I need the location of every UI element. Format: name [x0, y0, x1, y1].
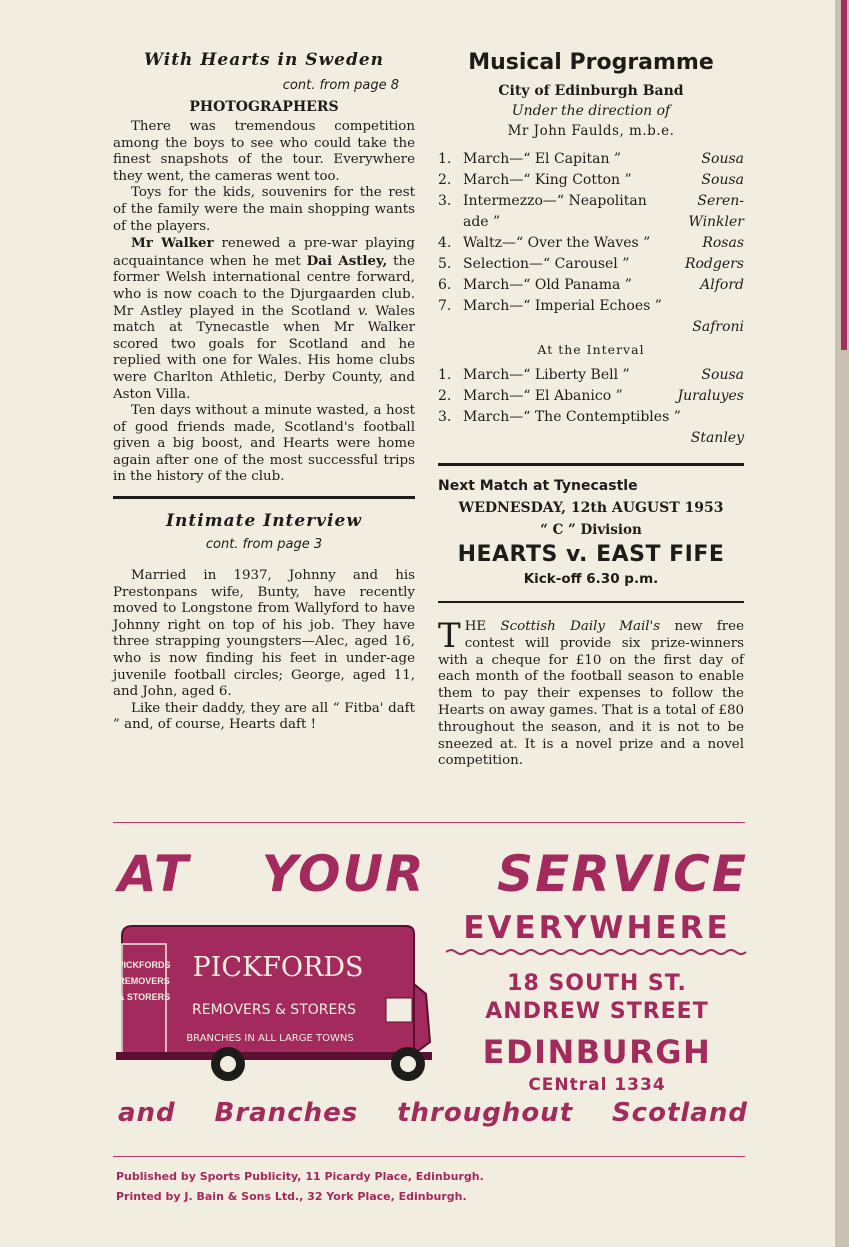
piece-title: March—“ El Capitan ” [463, 151, 622, 167]
programme-item [438, 296, 744, 317]
article-body-sweden [113, 119, 415, 486]
piece-title: March—“ El Abanico ” [463, 388, 623, 404]
item-number: 1. [438, 367, 452, 383]
headline-word: AT [118, 845, 191, 903]
conductor-name: Mr John Faulds, m.b.e. [507, 123, 675, 139]
paragraph: Like their daddy, they are all “ Fitba' daft ” and, of course, Hearts daft ! [113, 700, 415, 733]
programme-item [438, 149, 744, 170]
programme-item [438, 170, 744, 191]
newspaper-name: Scottish Daily Mail's [500, 619, 661, 634]
programme-piece [438, 233, 650, 254]
slogan-word: and [118, 1098, 176, 1128]
paragraph: Married in 1937, Johnny and his Prestonpans wife, Bunty, have recently moved to Longstone from Wallyford to have Johnny right on top of his job. They have three strapping youngsters—Alec, aged 16, who is now finding his feet in under-age juvenile football circles; George, aged 11, and John, aged 6. [113, 568, 415, 700]
composer-name: Sousa [701, 151, 744, 167]
musical-programme-title: Musical Programme [468, 50, 714, 75]
piece-title: March—“ King Cotton ” [463, 172, 632, 188]
item-number: 1. [438, 151, 452, 167]
piece-title: ade ” [463, 214, 501, 230]
programme-piece [438, 170, 632, 191]
advert-top-rule [113, 822, 745, 823]
van-side-text: PICKFORDS [117, 960, 171, 970]
subheading-photographers: PHOTOGRAPHERS [189, 99, 339, 115]
address-line: 18 SOUTH ST. [507, 971, 687, 996]
continued-note: cont. from page 3 [205, 537, 323, 553]
phone-number: CENtral 1334 [528, 1075, 666, 1095]
page-edge [835, 0, 849, 1247]
programme-item [438, 275, 744, 296]
printer-line: Printed by J. Bain & Sons Ltd., 32 York Place, Edinburgh. [116, 1190, 467, 1203]
van-side-text: REMOVERS [118, 976, 170, 986]
van-tagline: REMOVERS & STORERS [192, 1002, 356, 1018]
wavy-rule [446, 948, 748, 956]
publisher-line: Published by Sports Publicity, 11 Picardy Place, Edinburgh. [116, 1170, 484, 1183]
piece-title: March—“ Liberty Bell ” [463, 367, 630, 383]
slogan-word: Scotland [611, 1098, 748, 1128]
programme-item [438, 254, 744, 275]
item-number: 2. [438, 172, 452, 188]
composer-name: Alford [700, 277, 744, 293]
programme-piece [438, 386, 623, 407]
piece-title: March—“ Old Panama ” [463, 277, 632, 293]
right-column [438, 50, 744, 770]
interval-heading: At the Interval [537, 342, 645, 357]
divider [113, 496, 415, 499]
programme-piece [438, 212, 500, 233]
article-body-interview [113, 568, 415, 734]
item-number: 4. [438, 235, 452, 251]
item-number: 3. [438, 193, 452, 209]
paragraph [113, 235, 415, 403]
interval-list [438, 365, 744, 428]
bold-name: Mr Walker [131, 235, 214, 252]
programme-item [438, 386, 744, 407]
city-name: EDINBURGH [482, 1033, 712, 1071]
continued-note: cont. from page 8 [282, 78, 399, 93]
everywhere-text: EVERYWHERE [463, 910, 731, 946]
imprint [116, 1167, 484, 1207]
article-heading-interview: Intimate Interview [166, 511, 362, 532]
van-brand: PICKFORDS [192, 952, 364, 983]
left-column [113, 50, 415, 734]
programme-item [438, 407, 744, 428]
divider [438, 601, 744, 603]
advert-headline [118, 845, 748, 903]
programme-item [438, 365, 744, 386]
drop-cap: T [438, 616, 461, 656]
paragraph: Toys for the kids, souvenirs for the rest of the family were the main shopping wants of the players. [113, 185, 415, 234]
composer-name: Sousa [701, 172, 744, 188]
paragraph: There was tremendous competition among the boys to see who could take the finest snapshots of the tour. Everywhere they went, the cameras went too. [113, 119, 415, 184]
article-heading-sweden: With Hearts in Sweden [143, 50, 385, 70]
piece-title: March—“ The Contemptibles ” [463, 409, 681, 425]
direction-line: Under the direction of [511, 103, 671, 119]
item-number: 2. [438, 388, 452, 404]
programme-piece [438, 296, 662, 317]
piece-title: Intermezzo—“ Neapolitan [463, 193, 647, 209]
composer-name: Safroni [692, 319, 744, 335]
kickoff-time: Kick-off 6.30 p.m. [523, 571, 659, 587]
piece-title: Selection—“ Carousel ” [463, 256, 630, 272]
advert-address-block [446, 908, 748, 1096]
item-number: 7. [438, 298, 452, 314]
programme-item [438, 233, 744, 254]
programme-item [438, 212, 744, 233]
daily-mail-notice [438, 616, 745, 770]
programme-piece [438, 149, 621, 170]
address-line: ANDREW STREET [485, 999, 709, 1024]
programme-piece [438, 275, 632, 296]
composer-name: Seren- [697, 193, 744, 209]
headline-word: YOUR [261, 845, 426, 903]
edge-mark [841, 0, 847, 350]
piece-title: March—“ Imperial Echoes ” [463, 298, 662, 314]
paragraph: Ten days without a minute wasted, a host of good friends made, Scotland's football given a big boost, and Hearts were home again after one of the most successful trips in the history of the club. [113, 403, 415, 485]
text-run: HE [464, 619, 501, 634]
composer-name: Stanley [690, 430, 744, 446]
advert-footer-slogan [118, 1098, 748, 1128]
composer-name: Sousa [701, 367, 744, 383]
bold-name: Dai Astley, [306, 252, 388, 269]
headline-word: SERVICE [497, 845, 748, 903]
slogan-word: throughout [397, 1098, 574, 1128]
next-match-fixture: HEARTS v. EAST FIFE [457, 542, 725, 567]
next-match-date: WEDNESDAY, 12th AUGUST 1953 [458, 500, 724, 516]
composer-name: Rodgers [684, 256, 744, 272]
removal-van-illustration [116, 924, 432, 1090]
programme-piece [438, 365, 630, 386]
text-run: new free contest will provide six prize-winners with a cheque for £10 on the first day of each month of the football season to enable them to pay their expenses to follow the Hearts on away games. That is a total of £80 throughout the season, and it is not to be sneezed at. It is a novel prize and a novel competition. [438, 619, 745, 769]
composer-name: Rosas [702, 235, 744, 251]
programme-item [438, 191, 744, 212]
text-run: renewed a pre-war playing acquaintance when he met [113, 236, 415, 269]
divider [438, 463, 744, 466]
programme-piece [438, 407, 681, 428]
programme-list [438, 149, 744, 317]
slogan-word: Branches [214, 1098, 359, 1128]
composer-name: Winkler [688, 214, 744, 230]
item-number: 6. [438, 277, 452, 293]
text-run: the former Welsh international centre forward, who is now coach to the Djurgaarden club. Mr Astley played in the Scotland [113, 253, 416, 319]
band-name: City of Edinburgh Band [498, 83, 684, 99]
programme-piece [438, 191, 647, 212]
text-run: v. [357, 303, 369, 319]
text-run: Wales match at Tynecastle when Mr Walker scored two goals for Scotland and he replied with one for Wales. His home clubs were Charlton Athletic, Derby County, and Aston Villa. [113, 303, 415, 402]
advert-bottom-rule [113, 1156, 745, 1157]
next-match-title: Next Match at Tynecastle [438, 478, 638, 494]
item-number: 5. [438, 256, 452, 272]
item-number: 3. [438, 409, 452, 425]
programme-piece [438, 254, 629, 275]
piece-title: Waltz—“ Over the Waves ” [463, 235, 651, 251]
composer-name: Juraluyes [677, 388, 744, 404]
van-branches: BRANCHES IN ALL LARGE TOWNS [186, 1033, 354, 1044]
next-match-division: “ C ” Division [540, 522, 642, 538]
van-side-text: & STORERS [117, 992, 171, 1002]
